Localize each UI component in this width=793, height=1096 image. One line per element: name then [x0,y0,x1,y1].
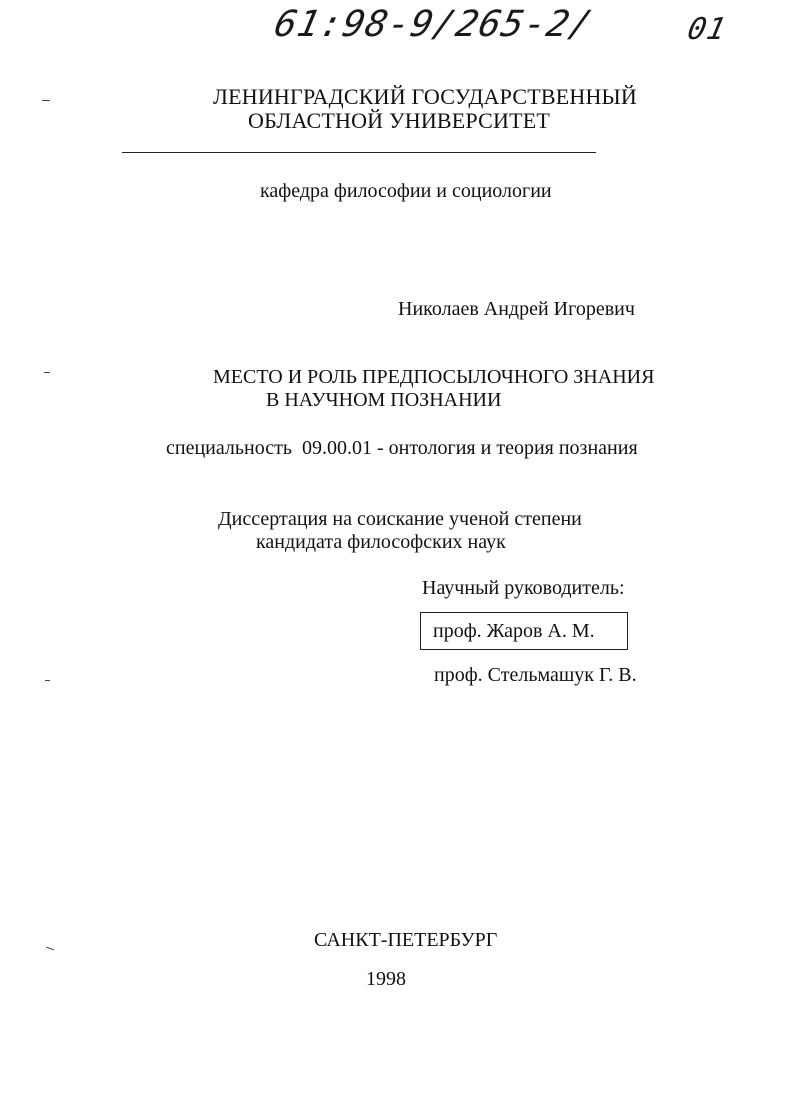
handwritten-catalog-number: 61:98-9/265-2/ [270,4,597,45]
supervisor-name-secondary: проф. Стельмашук Г. В. [434,664,637,686]
department-name: кафедра философии и социологии [260,180,552,202]
city-name: САНКТ-ПЕТЕРБУРГ [314,929,498,951]
dissertation-line2: кандидата философских наук [256,531,506,553]
university-name-line2: ОБЛАСТНОЙ УНИВЕРСИТЕТ [248,108,551,133]
dissertation-line1: Диссертация на соискание ученой степени [218,508,582,530]
scan-margin-mark [44,372,50,373]
specialty-label: специальность [166,437,292,459]
author-name: Николаев Андрей Игоревич [398,298,635,320]
specialty-line [166,437,638,460]
supervisor-label: Научный руководитель: [422,577,625,599]
header-divider [122,152,596,153]
scan-margin-mark [42,100,50,101]
scan-margin-mark [46,947,54,951]
university-name-line1: ЛЕНИНГРАДСКИЙ ГОСУДАРСТВЕННЫЙ [213,84,638,109]
publication-year: 1998 [366,968,406,990]
thesis-title-line2: В НАУЧНОМ ПОЗНАНИИ [266,389,502,411]
supervisor-name-primary: проф. Жаров А. М. [433,620,595,642]
handwritten-corner-mark: 01 [684,12,730,47]
thesis-title-line1: МЕСТО И РОЛЬ ПРЕДПОСЫЛОЧНОГО ЗНАНИЯ [213,366,655,388]
specialty-code-description: 09.00.01 - онтология и теория познания [301,437,638,459]
scan-margin-mark [45,680,50,681]
